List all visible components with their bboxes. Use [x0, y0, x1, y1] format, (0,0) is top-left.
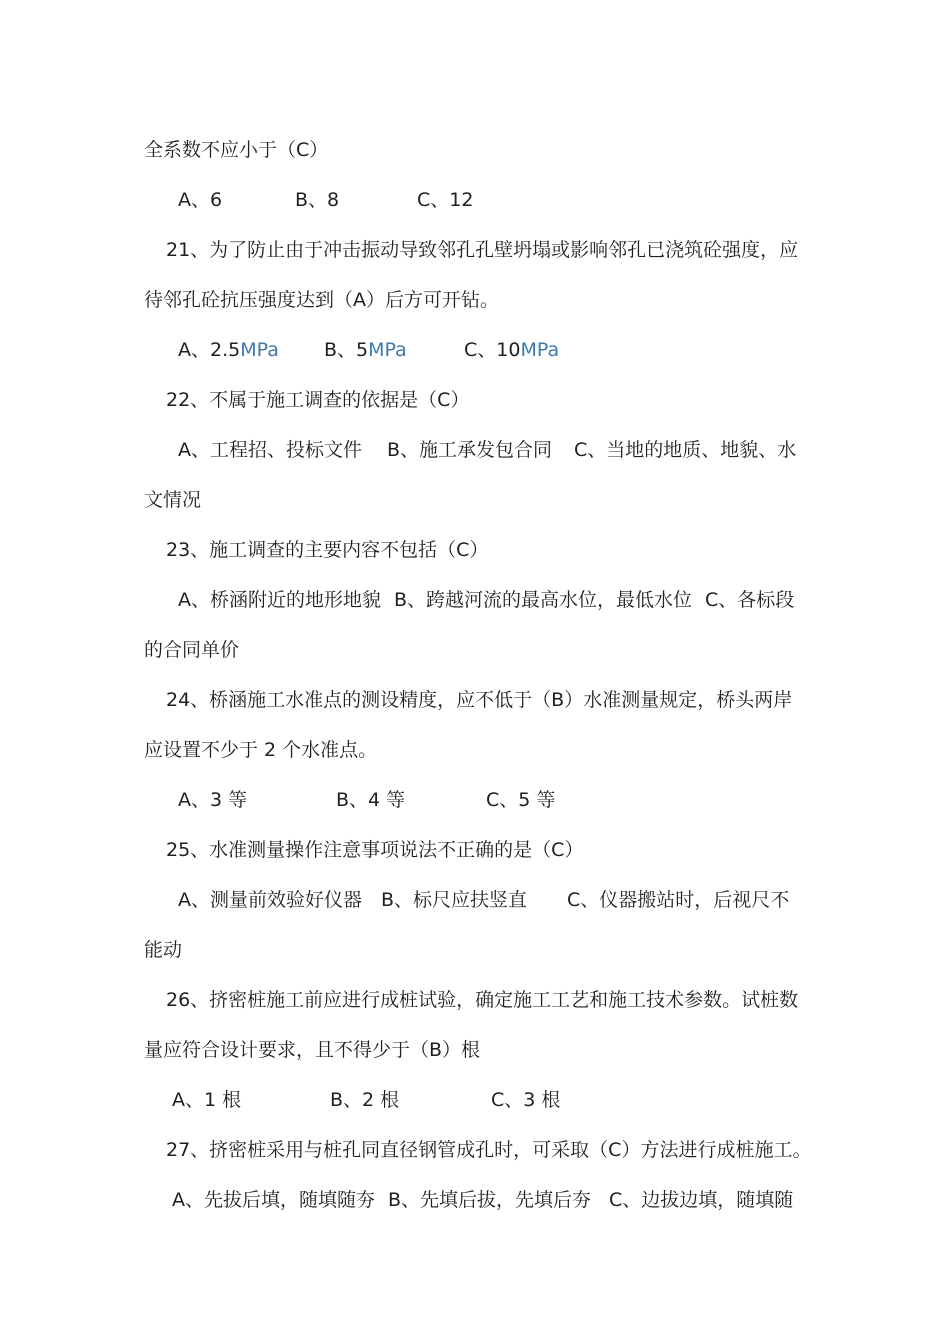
option-b: B、跨越河流的最高水位，最低水位 — [394, 589, 693, 611]
option-c: C、12 — [417, 189, 474, 211]
option-c: C、仪器搬站时，后视尺不 — [567, 889, 790, 911]
text-line: 全系数不应小于（C） — [144, 139, 329, 161]
option-c: C、10MPa — [464, 339, 560, 361]
option-a: A、测量前效验好仪器 — [178, 889, 362, 911]
text-line: 文情况 — [144, 489, 202, 511]
option-b: B、施工承发包合同 — [387, 439, 553, 461]
question-24-line-1: 24、桥涵施工水准点的测设精度，应不低于（B）水准测量规定，桥头两岸 — [166, 689, 793, 711]
question-21-line-1: 21、为了防止由于冲击振动导致邻孔孔壁坍塌或影响邻孔已浇筑砼强度，应 — [166, 239, 799, 261]
option-a: A、2.5MPa — [178, 339, 279, 361]
option-a: A、1 根 — [172, 1089, 242, 1111]
option-c: C、边拔边填，随填随 — [609, 1189, 794, 1211]
question-25: 25、水准测量操作注意事项说法不正确的是（C） — [166, 839, 584, 861]
option-b: B、2 根 — [330, 1089, 400, 1111]
question-26-line-2: 量应符合设计要求，且不得少于（B）根 — [144, 1039, 481, 1061]
option-a: A、6 — [178, 189, 223, 211]
option-a: A、先拔后填，随填随夯 — [172, 1189, 375, 1211]
option-c: C、5 等 — [486, 789, 556, 811]
option-a: A、工程招、投标文件 — [178, 439, 362, 461]
text-line: 的合同单价 — [144, 639, 240, 661]
option-b: B、4 等 — [336, 789, 406, 811]
option-b: B、8 — [295, 189, 340, 211]
question-23: 23、施工调查的主要内容不包括（C） — [166, 539, 489, 561]
option-b: B、5MPa — [324, 339, 407, 361]
question-27: 27、挤密桩采用与桩孔同直径钢管成孔时，可采取（C）方法进行成桩施工。 — [166, 1139, 812, 1161]
option-b: B、标尺应扶竖直 — [381, 889, 528, 911]
text-line: 能动 — [144, 939, 183, 961]
option-c: C、3 根 — [491, 1089, 561, 1111]
option-c: C、各标段 — [705, 589, 795, 611]
option-a: A、桥涵附近的地形地貌 — [178, 589, 381, 611]
question-24-line-2: 应设置不少于 2 个水准点。 — [144, 739, 378, 761]
question-21-line-2: 待邻孔砼抗压强度达到（A）后方可开钻。 — [144, 289, 499, 311]
option-b: B、先填后拔，先填后夯 — [388, 1189, 592, 1211]
option-c: C、当地的地质、地貌、水 — [574, 439, 797, 461]
question-22: 22、不属于施工调查的依据是（C） — [166, 389, 470, 411]
question-26-line-1: 26、挤密桩施工前应进行成桩试验，确定施工工艺和施工技术参数。试桩数 — [166, 989, 799, 1011]
option-a: A、3 等 — [178, 789, 248, 811]
